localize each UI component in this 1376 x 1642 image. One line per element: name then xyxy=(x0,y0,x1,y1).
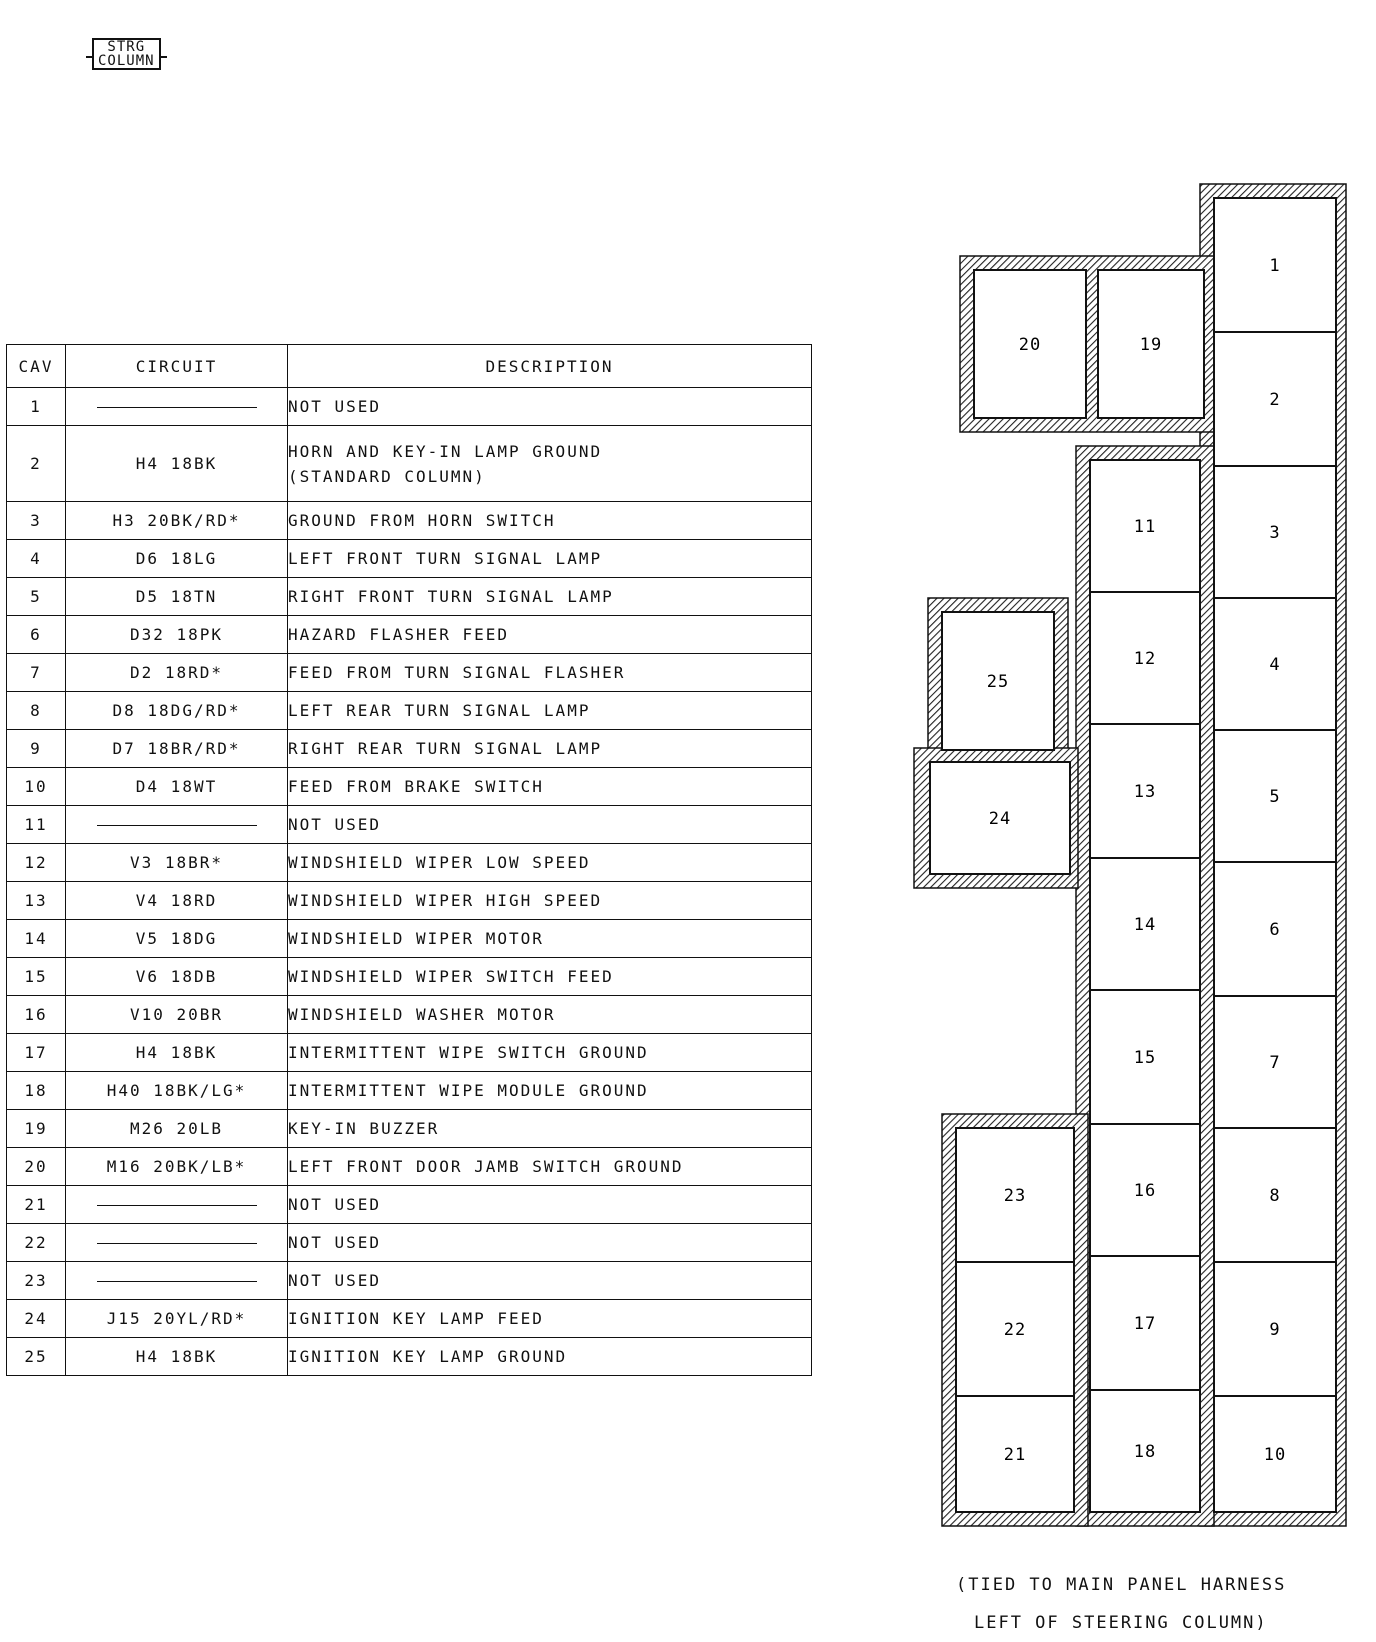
cav-cell: 10 xyxy=(7,768,66,806)
cav-cell: 11 xyxy=(7,806,66,844)
cavity-label: 16 xyxy=(1133,1181,1157,1201)
circuit-cell: D32 18PK xyxy=(66,616,288,654)
cav-cell: 7 xyxy=(7,654,66,692)
circuit-cell: V10 20BR xyxy=(66,996,288,1034)
circuit-cell: D4 18WT xyxy=(66,768,288,806)
circuit-cell: D8 18DG/RD* xyxy=(66,692,288,730)
note-line-2: LEFT OF STEERING COLUMN) xyxy=(974,1613,1268,1633)
description-text: WINDSHIELD WIPER MOTOR xyxy=(288,929,544,948)
circuit-cell: J15 20YL/RD* xyxy=(66,1300,288,1338)
cavity-label: 25 xyxy=(986,672,1010,692)
cavity-11 xyxy=(1090,460,1200,592)
cavity-label: 2 xyxy=(1269,390,1281,410)
tag-line-1: STRG xyxy=(107,39,146,55)
cavity-label: 19 xyxy=(1139,335,1163,355)
description-text: WINDSHIELD WIPER SWITCH FEED xyxy=(288,967,614,986)
cavity-13 xyxy=(1090,724,1200,858)
cavity-6 xyxy=(1214,862,1336,996)
cavity-18 xyxy=(1090,1390,1200,1512)
cav-cell: 23 xyxy=(7,1262,66,1300)
cavity-label: 20 xyxy=(1018,335,1042,355)
cav-cell: 3 xyxy=(7,502,66,540)
cav-cell: 2 xyxy=(7,426,66,502)
cavity-label: 10 xyxy=(1263,1445,1287,1465)
cavity-label: 6 xyxy=(1269,920,1281,940)
cavity-label: 9 xyxy=(1269,1320,1281,1340)
cavity-label: 13 xyxy=(1133,782,1157,802)
cavity-label: 17 xyxy=(1133,1314,1157,1334)
description-text: NOT USED xyxy=(288,815,382,834)
description-text: LEFT FRONT TURN SIGNAL LAMP xyxy=(288,549,603,568)
description-text: LEFT REAR TURN SIGNAL LAMP xyxy=(288,701,591,720)
description-text: LEFT FRONT DOOR JAMB SWITCH GROUND xyxy=(288,1157,684,1176)
cav-cell: 17 xyxy=(7,1034,66,1072)
cav-cell: 12 xyxy=(7,844,66,882)
cavity-7 xyxy=(1214,996,1336,1128)
cavity-25 xyxy=(942,612,1054,750)
cavity-label: 12 xyxy=(1133,649,1157,669)
cavity-label: 3 xyxy=(1269,523,1281,543)
cavity-2 xyxy=(1214,332,1336,466)
cavity-16 xyxy=(1090,1124,1200,1256)
circuit-cell: H3 20BK/RD* xyxy=(66,502,288,540)
cav-cell: 24 xyxy=(7,1300,66,1338)
cavity-15 xyxy=(1090,990,1200,1124)
cav-cell: 8 xyxy=(7,692,66,730)
circuit-cell: M16 20BK/LB* xyxy=(66,1148,288,1186)
cavity-label: 8 xyxy=(1269,1186,1281,1206)
description-text: GROUND FROM HORN SWITCH xyxy=(288,511,556,530)
cavity-24 xyxy=(930,762,1070,874)
description-text: WINDSHIELD WIPER LOW SPEED xyxy=(288,853,591,872)
circuit-cell: D7 18BR/RD* xyxy=(66,730,288,768)
description-text: RIGHT REAR TURN SIGNAL LAMP xyxy=(288,739,603,758)
cavity-8 xyxy=(1214,1128,1336,1262)
cav-cell: 4 xyxy=(7,540,66,578)
description-text: INTERMITTENT WIPE SWITCH GROUND xyxy=(288,1043,649,1062)
cav-cell: 16 xyxy=(7,996,66,1034)
cavity-label: 15 xyxy=(1133,1048,1157,1068)
description-text: INTERMITTENT WIPE MODULE GROUND xyxy=(288,1081,649,1100)
cavity-9 xyxy=(1214,1262,1336,1396)
cavity-label: 11 xyxy=(1133,517,1157,537)
circuit-cell: D5 18TN xyxy=(66,578,288,616)
cavity-22 xyxy=(956,1262,1074,1396)
circuit-cell: H4 18BK xyxy=(66,1338,288,1376)
cavity-10 xyxy=(1214,1396,1336,1512)
connector-note xyxy=(956,1566,1286,1642)
cavity-label: 14 xyxy=(1133,915,1157,935)
cav-cell: 20 xyxy=(7,1148,66,1186)
description-text: NOT USED xyxy=(288,1195,382,1214)
cav-cell: 18 xyxy=(7,1072,66,1110)
description-text: NOT USED xyxy=(288,1233,382,1252)
cavity-17 xyxy=(1090,1256,1200,1390)
note-line-1: (TIED TO MAIN PANEL HARNESS xyxy=(956,1575,1287,1595)
cav-cell: 1 xyxy=(7,388,66,426)
description-text: NOT USED xyxy=(288,397,382,416)
cav-cell: 13 xyxy=(7,882,66,920)
cav-cell: 5 xyxy=(7,578,66,616)
circuit-cell: V4 18RD xyxy=(66,882,288,920)
connector-cavities xyxy=(930,198,1336,1512)
cavity-23 xyxy=(956,1128,1074,1262)
header-cav: CAV xyxy=(7,345,66,388)
description-text: FEED FROM BRAKE SWITCH xyxy=(288,777,544,796)
cavity-label: 5 xyxy=(1269,787,1281,807)
description-text: HORN AND KEY-IN LAMP GROUND xyxy=(288,441,603,461)
description-text: KEY-IN BUZZER xyxy=(288,1119,440,1138)
tag-line-2: COLUMN xyxy=(98,53,155,69)
cavity-label: 7 xyxy=(1269,1053,1281,1073)
circuit-cell: M26 20LB xyxy=(66,1110,288,1148)
circuit-cell: H4 18BK xyxy=(66,426,288,502)
circuit-cell: H4 18BK xyxy=(66,1034,288,1072)
description-text: IGNITION KEY LAMP FEED xyxy=(288,1309,544,1328)
cav-cell: 6 xyxy=(7,616,66,654)
cavity-21 xyxy=(956,1396,1074,1512)
cavity-4 xyxy=(1214,598,1336,730)
cav-cell: 15 xyxy=(7,958,66,996)
description-text: FEED FROM TURN SIGNAL FLASHER xyxy=(288,663,626,682)
description-text: WINDSHIELD WASHER MOTOR xyxy=(288,1005,556,1024)
cavity-3 xyxy=(1214,466,1336,598)
cav-cell: 9 xyxy=(7,730,66,768)
circuit-cell: V6 18DB xyxy=(66,958,288,996)
description-text: NOT USED xyxy=(288,1271,382,1290)
circuit-cell: V3 18BR* xyxy=(66,844,288,882)
cavity-label: 22 xyxy=(1003,1320,1027,1340)
cavity-20 xyxy=(974,270,1086,418)
cavity-label: 23 xyxy=(1003,1186,1027,1206)
description-text: IGNITION KEY LAMP GROUND xyxy=(288,1347,568,1366)
description-text: WINDSHIELD WIPER HIGH SPEED xyxy=(288,891,603,910)
cavity-5 xyxy=(1214,730,1336,862)
cavity-12 xyxy=(1090,592,1200,724)
cavity-label: 4 xyxy=(1269,655,1281,675)
description-text-2: (STANDARD COLUMN) xyxy=(288,466,486,486)
circuit-cell: D2 18RD* xyxy=(66,654,288,692)
cav-cell: 25 xyxy=(7,1338,66,1376)
description-text: RIGHT FRONT TURN SIGNAL LAMP xyxy=(288,587,614,606)
circuit-cell: H40 18BK/LG* xyxy=(66,1072,288,1110)
cavity-1 xyxy=(1214,198,1336,332)
circuit-cell: D6 18LG xyxy=(66,540,288,578)
cav-cell: 19 xyxy=(7,1110,66,1148)
cav-cell: 21 xyxy=(7,1186,66,1224)
description-text: HAZARD FLASHER FEED xyxy=(288,625,510,644)
header-description: DESCRIPTION xyxy=(288,345,812,388)
cavity-label: 24 xyxy=(988,809,1012,829)
cavity-14 xyxy=(1090,858,1200,990)
cav-cell: 14 xyxy=(7,920,66,958)
cavity-label: 18 xyxy=(1133,1442,1157,1462)
header-circuit: CIRCUIT xyxy=(66,345,288,388)
cavity-19 xyxy=(1098,270,1204,418)
cavity-label: 1 xyxy=(1269,256,1281,276)
cavity-label: 21 xyxy=(1003,1445,1027,1465)
circuit-cell: V5 18DG xyxy=(66,920,288,958)
cav-cell: 22 xyxy=(7,1224,66,1262)
